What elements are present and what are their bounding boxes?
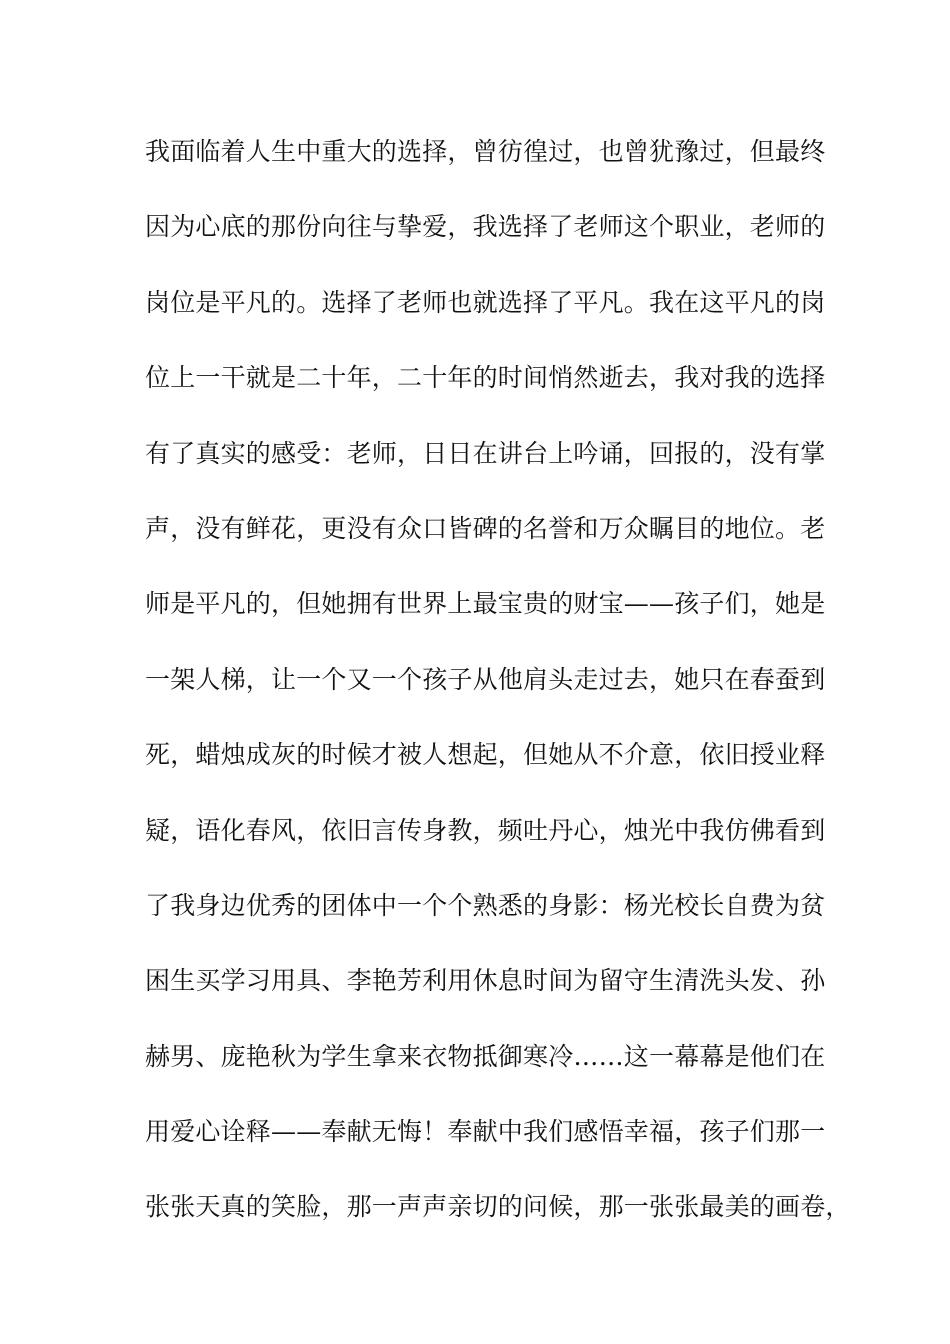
text-line: 一架人梯，让一个又一个孩子从他肩头走过去，她只在春蚕到 [145,664,826,694]
text-line: 声，没有鲜花，更没有众口皆碑的名誉和万众瞩目的地位。老 [145,513,826,543]
text-line: 师是平凡的，但她拥有世界上最宝贵的财宝——孩子们，她是 [145,589,826,619]
text-line: 死，蜡烛成灰的时候才被人想起，但她从不介意，依旧授业释 [145,740,826,770]
text-line: 我面临着人生中重大的选择，曾彷徨过，也曾犹豫过，但最终 [145,137,826,166]
text-line: 赫男、庞艳秋为学生拿来衣物抵御寒冷……这一幕幕是他们在 [145,1041,826,1071]
text-line: 岗位是平凡的。选择了老师也就选择了平凡。我在这平凡的岗 [145,287,826,317]
text-line: 用爱心诠释——奉献无悔！奉献中我们感悟幸福，孩子们那一 [145,1117,826,1147]
text-line: 有了真实的感受：老师，日日在讲台上吟诵，回报的，没有掌 [145,438,826,468]
text-line: 位上一干就是二十年，二十年的时间悄然逝去，我对我的选择 [145,363,826,393]
text-line: 因为心底的那份向往与挚爱，我选择了老师这个职业，老师的 [145,212,826,242]
text-line: 了我身边优秀的团体中一个个熟悉的身影：杨光校长自费为贫 [145,890,826,920]
text-line: 疑，语化春风，依旧言传身教，频吐丹心，烛光中我仿佛看到 [145,815,826,845]
text-line: 困生买学习用具、李艳芳利用休息时间为留守生清洗头发、孙 [145,966,826,996]
body-text [145,128,851,1259]
text-line: 张张天真的笑脸，那一声声亲切的问候，那一张张最美的画卷， [145,1192,851,1222]
